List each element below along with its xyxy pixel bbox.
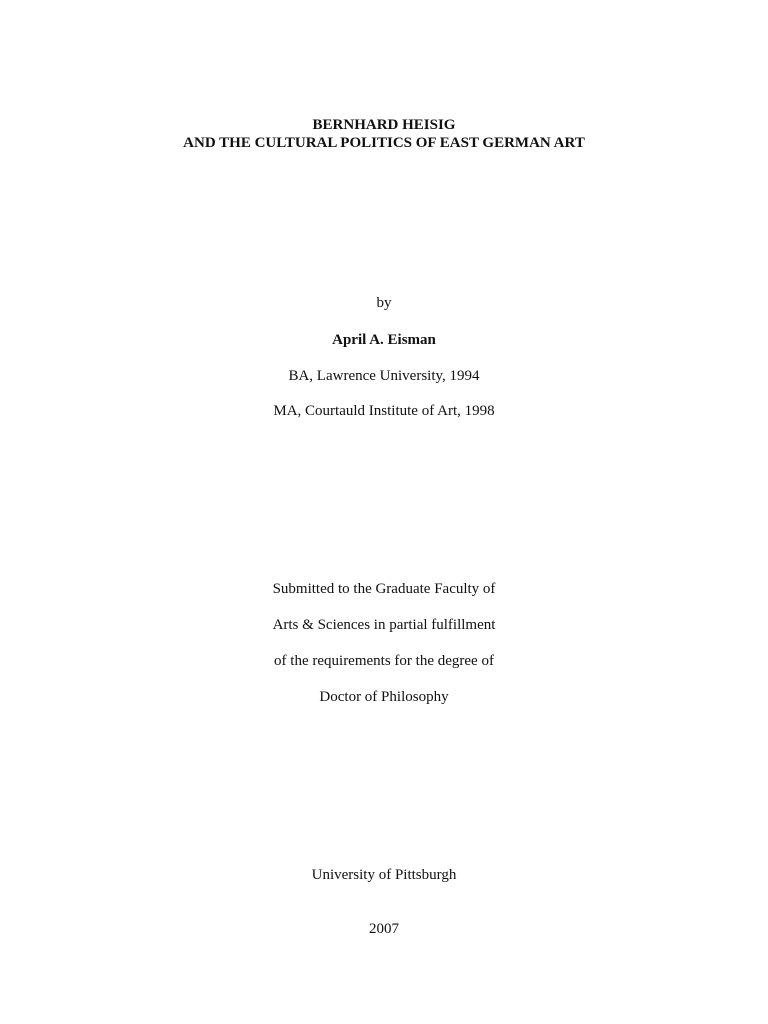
submission-line-3: of the requirements for the degree of: [274, 653, 494, 669]
degree-ma: MA, Courtauld Institute of Art, 1998: [273, 403, 495, 419]
institution-name: University of Pittsburgh: [311, 867, 457, 883]
author-name: April A. Eisman: [332, 332, 436, 348]
by-label: by: [376, 295, 392, 311]
title-line-2: AND THE CULTURAL POLITICS OF EAST GERMAN ART: [183, 135, 585, 151]
degree-ba: BA, Lawrence University, 1994: [288, 368, 480, 384]
title-line-1: BERNHARD HEISIG: [312, 117, 456, 133]
submission-line-1: Submitted to the Graduate Faculty of: [272, 581, 496, 597]
submission-line-4: Doctor of Philosophy: [319, 689, 449, 705]
submission-line-2: Arts & Sciences in partial fulfillment: [272, 617, 496, 633]
submission-year: 2007: [369, 921, 399, 937]
